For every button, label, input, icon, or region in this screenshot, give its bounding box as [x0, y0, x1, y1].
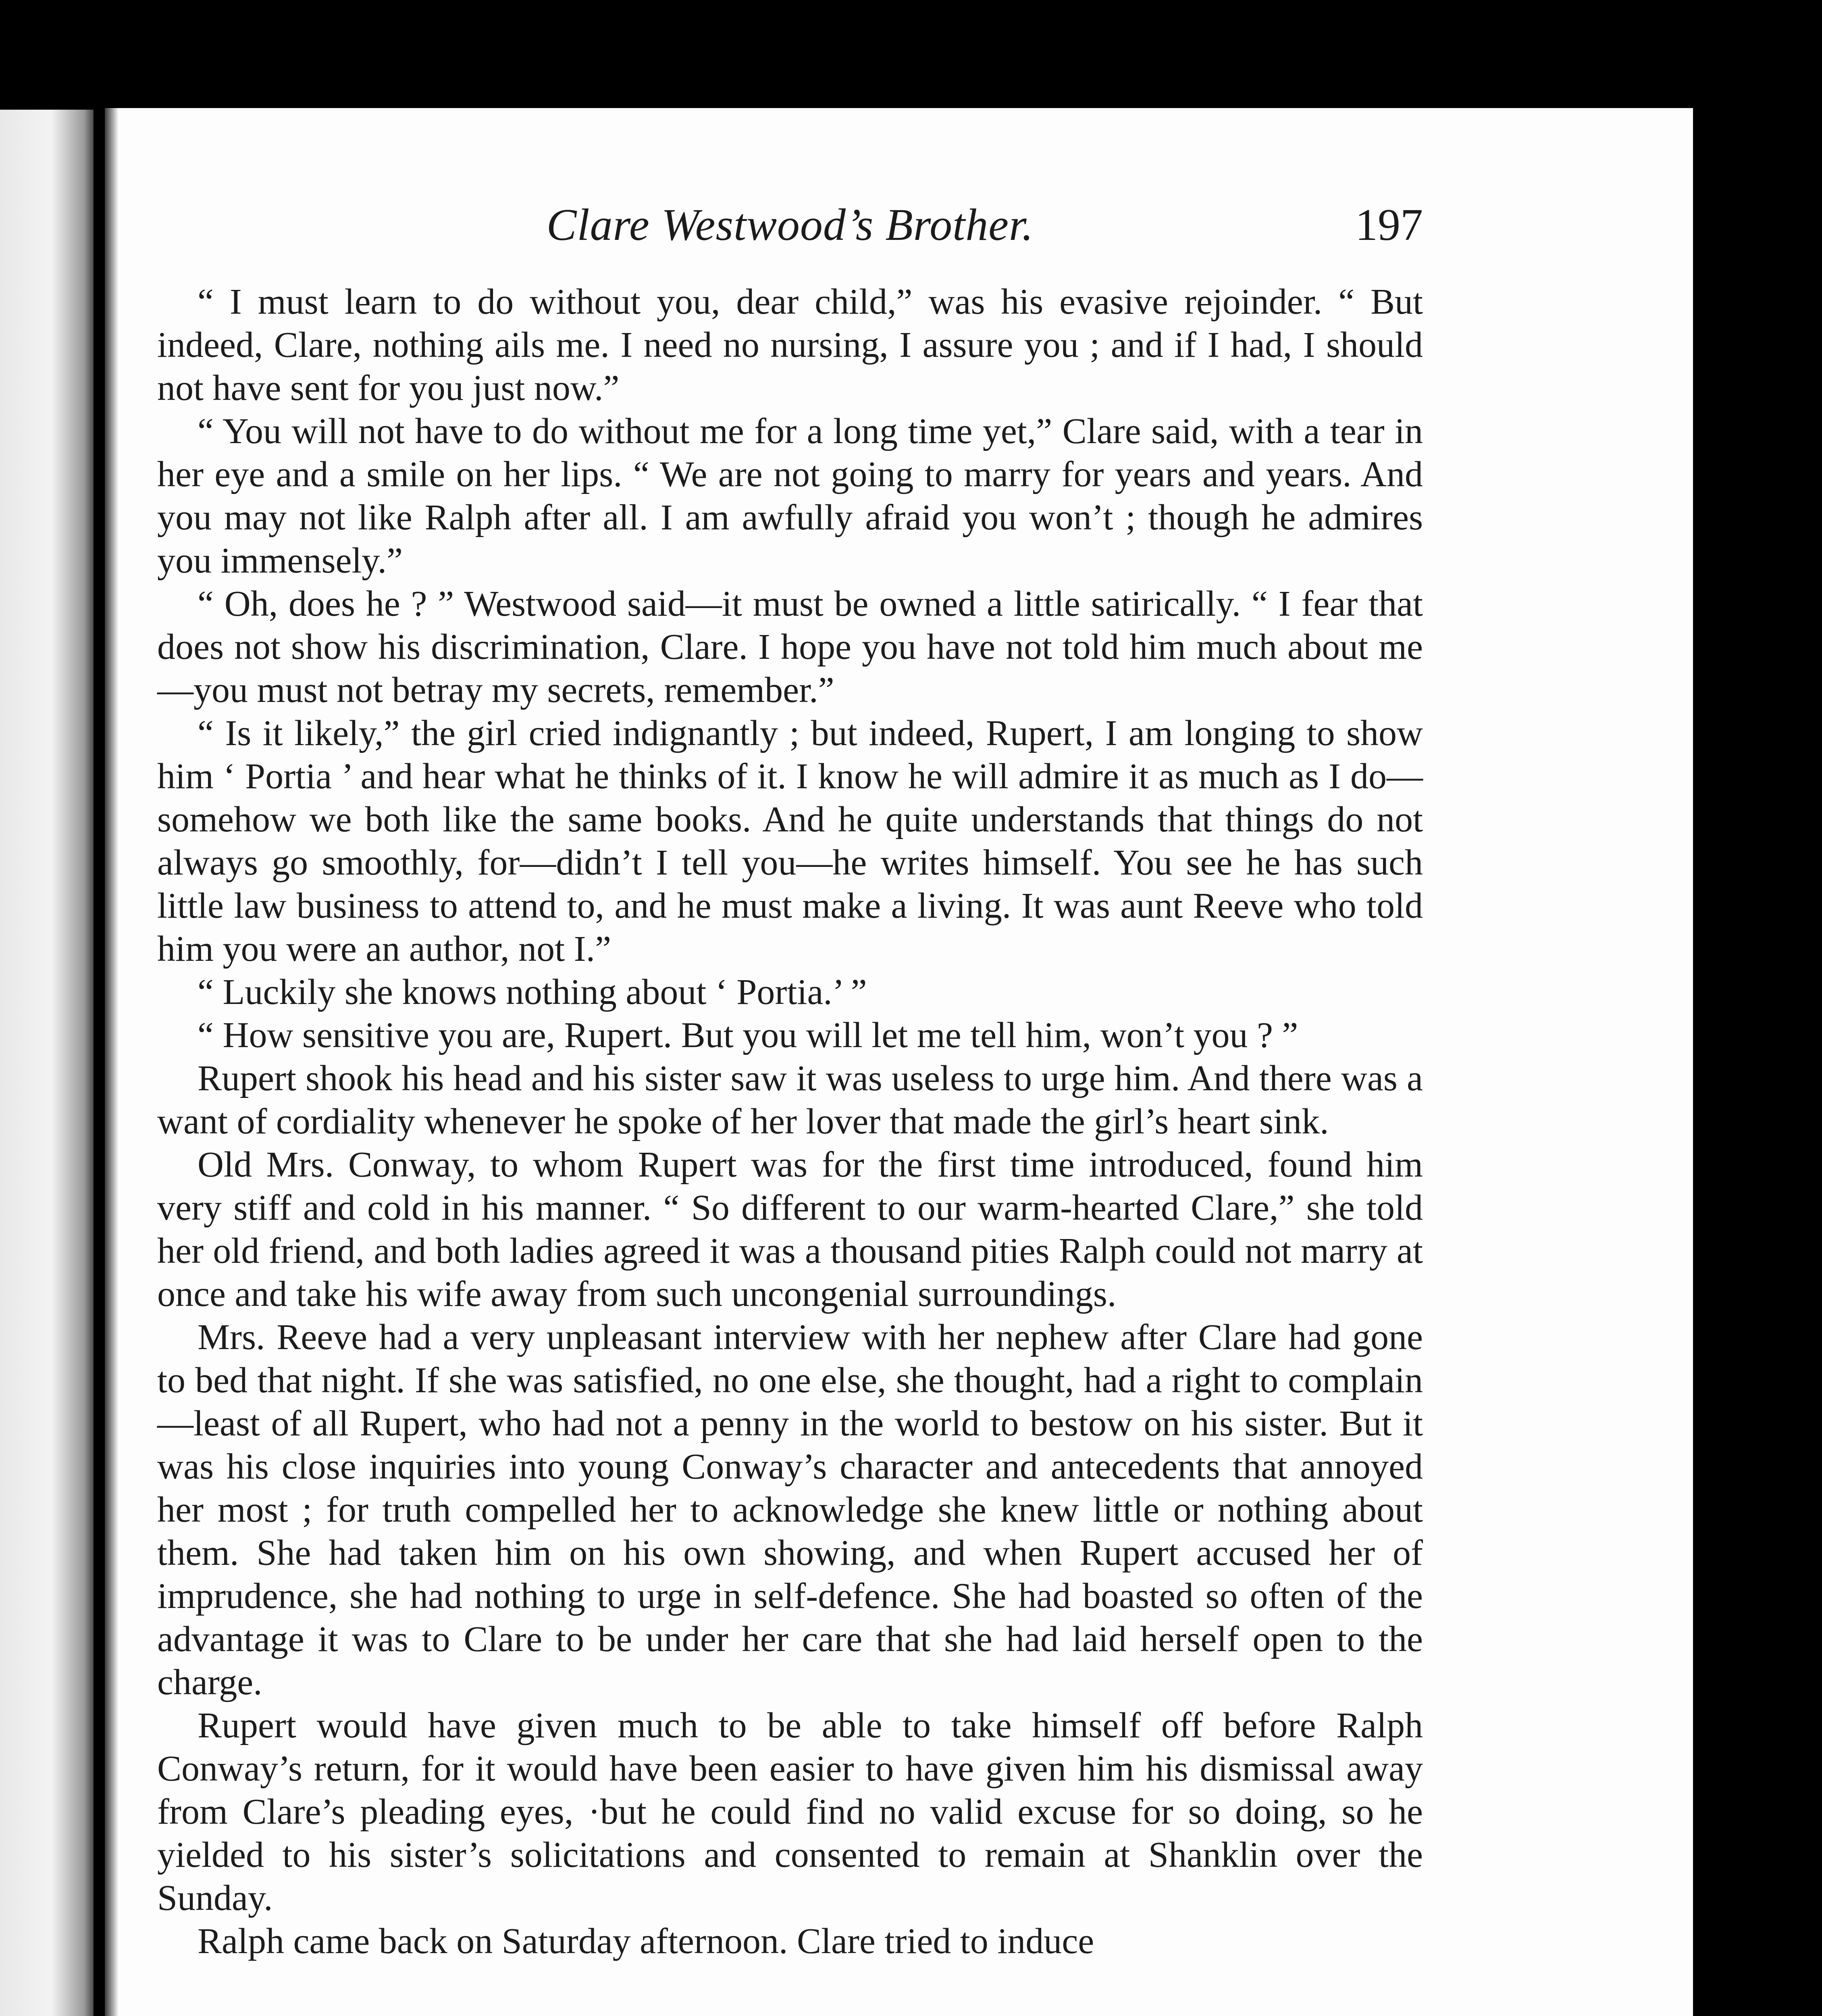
body-text [157, 280, 1423, 1963]
paragraph: “ Is it likely,” the girl cried indignantly ; but indeed, Rupert, I am longing to show him ‘ Portia ’ and hear what he thinks of it. I know he will admire it as much as I do—somehow we both like the same books. And he quite understands that things do not always go smoothly, for—didn’t I tell you—he writes himself. You see he has such little law business to attend to, and he must make a living. It was aunt Reeve who told him you were an author, not I.” [157, 713, 1423, 969]
facing-page-edge [0, 110, 94, 2016]
paragraph: Old Mrs. Conway, to whom Rupert was for the first time introduced, found him very stiff and cold in his manner. “ So different to our warm-hearted Clare,” she told her old friend, and both ladies agreed it was a thousand pities Ralph could not marry at once and take his wife away from such uncongenial surroundings. [157, 1145, 1423, 1314]
paragraph: “ Luckily she knows nothing about ‘ Portia.’ ” [198, 972, 867, 1012]
paragraph: “ I must learn to do without you, dear child,” was his evasive rejoinder. “ But indeed, Clare, nothing ails me. I need no nursing, I assure you ; and if I had, I should not have sent for you just now.” [157, 282, 1423, 408]
paragraph: Rupert shook his head and his sister saw it was useless to urge him. And there was a want of cordiality whenever he spoke of her lover that made the girl’s heart sink. [157, 1058, 1423, 1141]
paragraph: Ralph came back on Saturday afternoon. Clare tried to induce [198, 1921, 1094, 1961]
running-title: Clare Westwood’s Brother. [546, 200, 1034, 250]
paragraph: “ How sensitive you are, Rupert. But you will let me tell him, won’t you ? ” [198, 1015, 1298, 1055]
page-number: 197 [1355, 200, 1423, 250]
paragraph: “ You will not have to do without me for a long time yet,” Clare said, with a tear in her eye and a smile on her lips. “ We are not going to marry for years and years. And you may not like Ralph after all. I am awfully afraid you won’t ; though he admires you immensely.” [157, 411, 1423, 581]
paragraph: Rupert would have given much to be able to take himself off before Ralph Conway’s return, for it would have been easier to have given him his dismissal away from Clare’s pleading eyes, ·but he could find no valid excuse for so doing, so he yielded to his sister’s solicitations and consented to remain at Shanklin over the Sunday. [157, 1706, 1423, 1918]
gutter-shadow [105, 108, 119, 2016]
paragraph: Mrs. Reeve had a very unpleasant interview with her nephew after Clare had gone to bed that night. If she was satisfied, no one else, she thought, had a right to complain—least of all Rupert, who had not a penny in the world to bestow on his sister. But it was his close inquiries into young Conway’s character and antecedents that annoyed her most ; for truth compelled her to acknowledge she knew little or nothing about them. She had taken him on his own showing, and when Rupert accused her of imprudence, she had nothing to urge in self-defence. She had boasted so often of the advantage it was to Clare to be under her care that she had laid herself open to the charge. [157, 1317, 1423, 1702]
paragraph: “ Oh, does he ? ” Westwood said—it must be owned a little satirically. “ I fear that does not show his discrimination, Clare. I hope you have not told him much about me—you must not betray my secrets, remember.” [157, 584, 1423, 710]
running-head [157, 199, 1423, 260]
